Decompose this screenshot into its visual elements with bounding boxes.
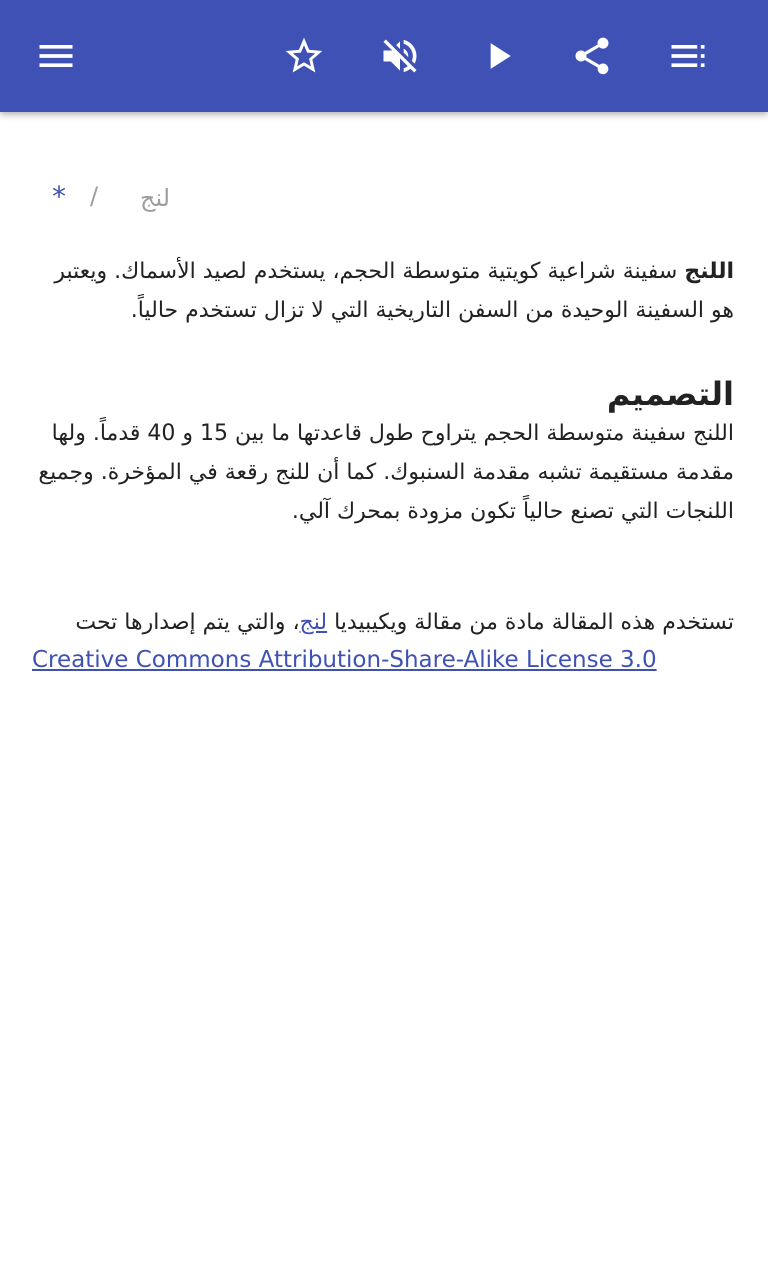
intro-paragraph: [32, 252, 734, 330]
app-bar: [0, 0, 768, 112]
play-button[interactable]: [470, 28, 526, 84]
contents-button[interactable]: [660, 28, 716, 84]
share-button[interactable]: [564, 28, 620, 84]
license-link[interactable]: Creative Commons Attribution-Share-Alike License 3.0: [32, 647, 657, 673]
section-heading: التصميم: [606, 375, 734, 413]
section-paragraph: اللنج سفينة متوسطة الحجم يتراوح طول قاعدتها ما بين 15 و 40 قدماً. ولها مقدمة مستقيمة تشبه مقدمة السنبوك. كما أن للنج رقعة في المؤخرة. وجميع اللنجات التي تصنع حالياً تكون مزودة بمحرك آلي.: [38, 421, 734, 524]
intro-text: سفينة شراعية كويتية متوسطة الحجم، يستخدم لصيد الأسماك. ويعتبر هو السفينة الوحيدة من السفن التاريخية التي لا تزال تستخدم حالياً.: [54, 259, 734, 323]
play-icon: [476, 34, 520, 78]
menu-icon: [34, 34, 78, 78]
attribution-suffix: ، والتي يتم إصدارها تحت: [75, 610, 300, 635]
volume-off-icon: [378, 34, 422, 78]
breadcrumb-home-link[interactable]: *: [52, 180, 66, 213]
breadcrumb: [40, 180, 170, 220]
breadcrumb-separator: /: [90, 182, 99, 210]
article-content: [32, 252, 734, 678]
favorite-button[interactable]: [276, 28, 332, 84]
share-icon: [570, 34, 614, 78]
wikipedia-article-link[interactable]: لنج: [299, 610, 328, 635]
playlist-icon: [666, 34, 710, 78]
mute-button[interactable]: [372, 28, 428, 84]
attribution-prefix: تستخدم هذه المقالة مادة من مقالة ويكيبيديا: [327, 610, 734, 635]
star-icon: [282, 34, 326, 78]
breadcrumb-current: لنج: [139, 184, 170, 212]
intro-bold-term: اللنج: [684, 259, 734, 284]
attribution-paragraph: [32, 603, 734, 642]
menu-button[interactable]: [28, 28, 84, 84]
